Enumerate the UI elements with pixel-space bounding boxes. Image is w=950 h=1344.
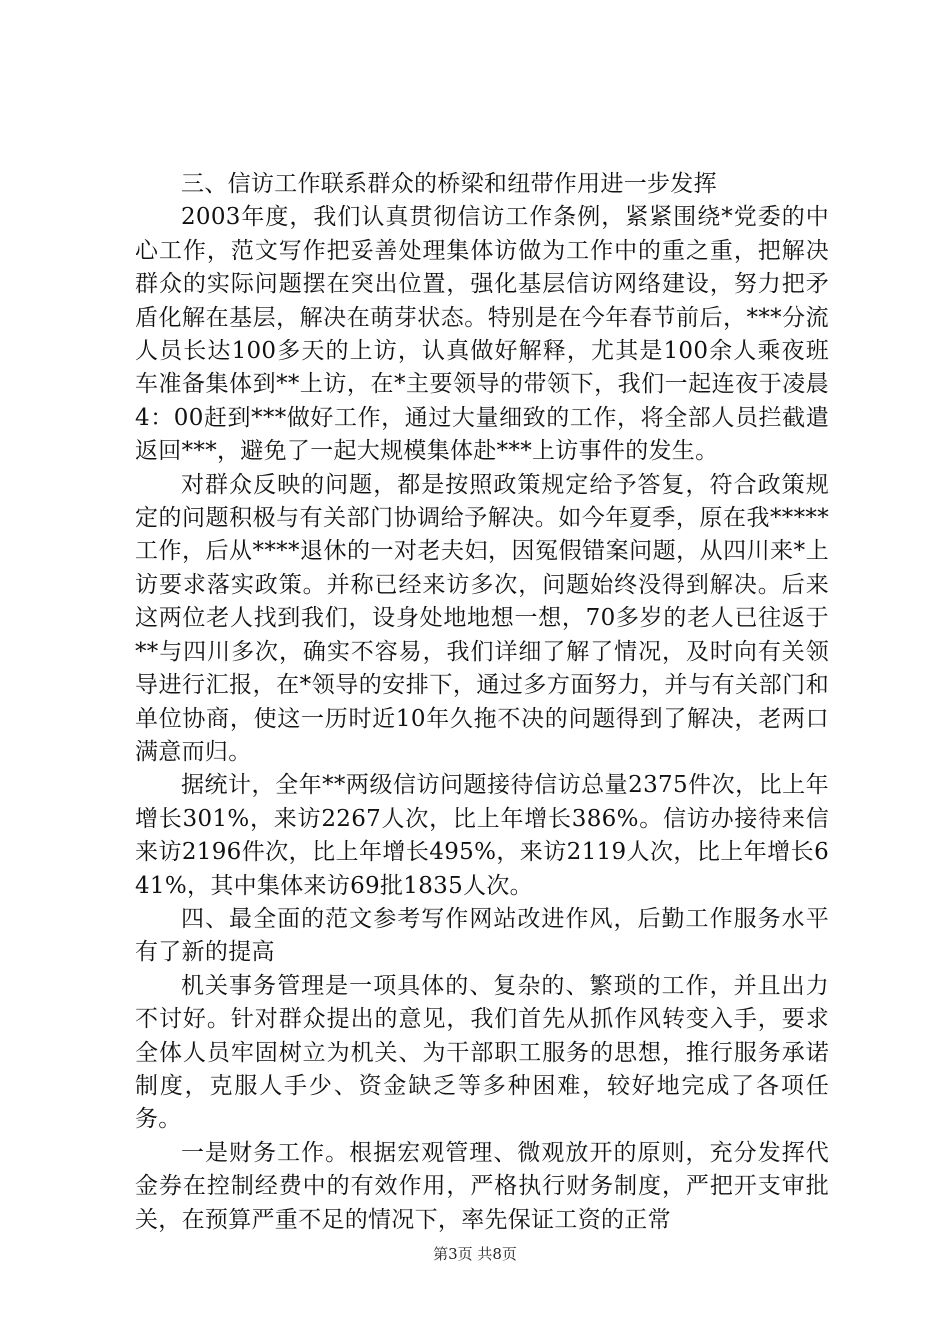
paragraph: 对群众反映的问题，都是按照政策规定给予答复，符合政策规定的问题积极与有关部门协调给予解决。如今年夏季，原在我*****工作，后从****退休的一对老夫妇，因冤假错案问题，从四川来*上访要求落实政策。并称已经来访多次，问题始终没得到解决。后来这两位老人找到我们，设身处地地想一想，70多岁的老人已往返于**与四川多次，确实不容易，我们详细了解了情况，及时向有关领导进行汇报，在*领导的安排下，通过多方面努力，并与有关部门和单位协商，使这一历时近10年久拖不决的问题得到了解决，老两口满意而归。 <box>135 471 829 765</box>
paragraph: 据统计，全年**两级信访问题接待信访总量2375件次，比上年增长301%，来访2267人次，比上年增长386%。信访办接待来信来访2196件次，比上年增长495%，来访2119人次，比上年增长641%，其中集体来访69批1835人次。 <box>135 772 829 899</box>
page-footer: 第3页 共8页 <box>433 1245 517 1263</box>
document-body <box>135 168 829 1237</box>
heading-section-4: 四、最全面的范文参考写作网站改进作风，后勤工作服务水平有了新的提高 <box>135 905 829 966</box>
heading-section-3: 三、信访工作联系群众的桥梁和纽带作用进一步发挥 <box>181 171 717 197</box>
paragraph: 2003年度，我们认真贯彻信访工作条例，紧紧围绕*党委的中心工作，范文写作把妥善处理集体访做为工作中的重之重，把解决群众的实际问题摆在突出位置，强化基层信访网络建设，努力把矛盾化解在基层，解决在萌芽状态。特别是在今年春节前后，***分流人员长达100多天的上访，认真做好解释，尤其是100余人乘夜班车准备集体到**上访，在*主要领导的带领下，我们一起连夜于凌晨4：00赶到***做好工作，通过大量细致的工作，将全部人员拦截遣返回***，避免了一起大规模集体赴***上访事件的发生。 <box>135 204 829 465</box>
paragraph: 一是财务工作。根据宏观管理、微观放开的原则，充分发挥代金券在控制经费中的有效作用，严格执行财务制度，严把开支审批关，在预算严重不足的情况下，率先保证工资的正常 <box>135 1139 829 1233</box>
paragraph: 机关事务管理是一项具体的、复杂的、繁琐的工作，并且出力不讨好。针对群众提出的意见，我们首先从抓作风转变入手，要求全体人员牢固树立为机关、为干部职工服务的思想，推行服务承诺制度，克服人手少、资金缺乏等多种困难，较好地完成了各项任务。 <box>135 972 829 1133</box>
